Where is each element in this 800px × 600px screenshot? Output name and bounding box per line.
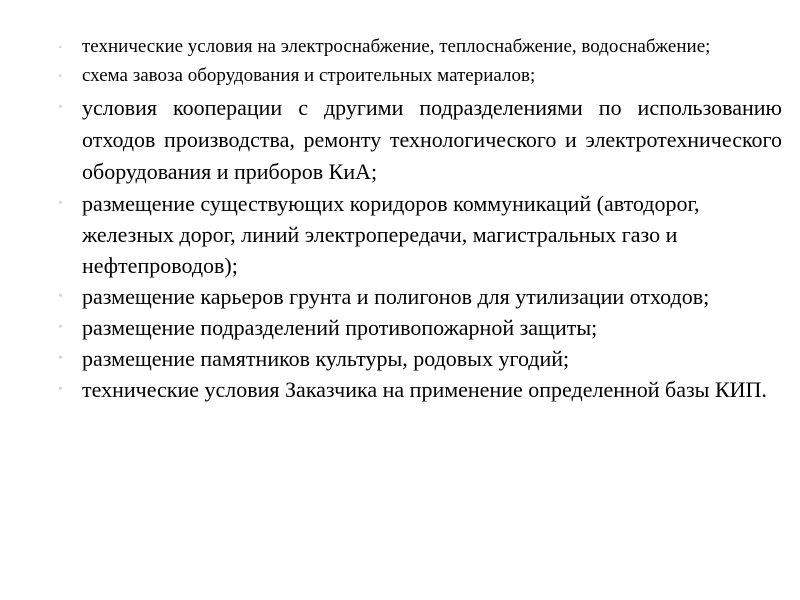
list-item-text: размещение памятников культуры, родовых угодий; [82, 346, 570, 371]
list-item [58, 312, 782, 343]
list-item-text: технические условия на электроснабжение, теплоснабжение, водоснабжение; [82, 36, 711, 57]
requirements-list [58, 34, 782, 405]
list-item [58, 63, 782, 89]
list-item-text: схема завоза оборудования и строительных материалов; [82, 65, 536, 86]
list-item-text: условия кооперации с другими подразделениями по использованию отходов производства, ремонту технологического и электротехнического оборудования и приборов КиА; [82, 95, 782, 184]
list-item [58, 188, 782, 281]
list-item [58, 374, 782, 405]
list-item [58, 92, 782, 188]
bullet-icon: • [58, 69, 63, 83]
list-item [58, 343, 782, 374]
list-item [58, 34, 782, 60]
list-item-text: размещение существующих коридоров коммуникаций (автодорог, железных дорог, линий электропередачи, магистральных газо и нефтепроводов); [82, 191, 700, 278]
bullet-icon: • [58, 100, 63, 115]
list-item [58, 281, 782, 312]
bullet-icon: • [58, 382, 63, 397]
list-item-text: размещение подразделений противопожарной защиты; [82, 315, 598, 340]
bullet-icon: • [58, 40, 63, 54]
list-item-text: технические условия Заказчика на применение определенной базы КИП. [82, 377, 767, 402]
bullet-icon: • [58, 351, 63, 366]
bullet-icon: • [58, 289, 63, 304]
bullet-icon: • [58, 320, 63, 335]
list-item-text: размещение карьеров грунта и полигонов для утилизации отходов; [82, 284, 710, 309]
bullet-icon: • [58, 196, 63, 211]
